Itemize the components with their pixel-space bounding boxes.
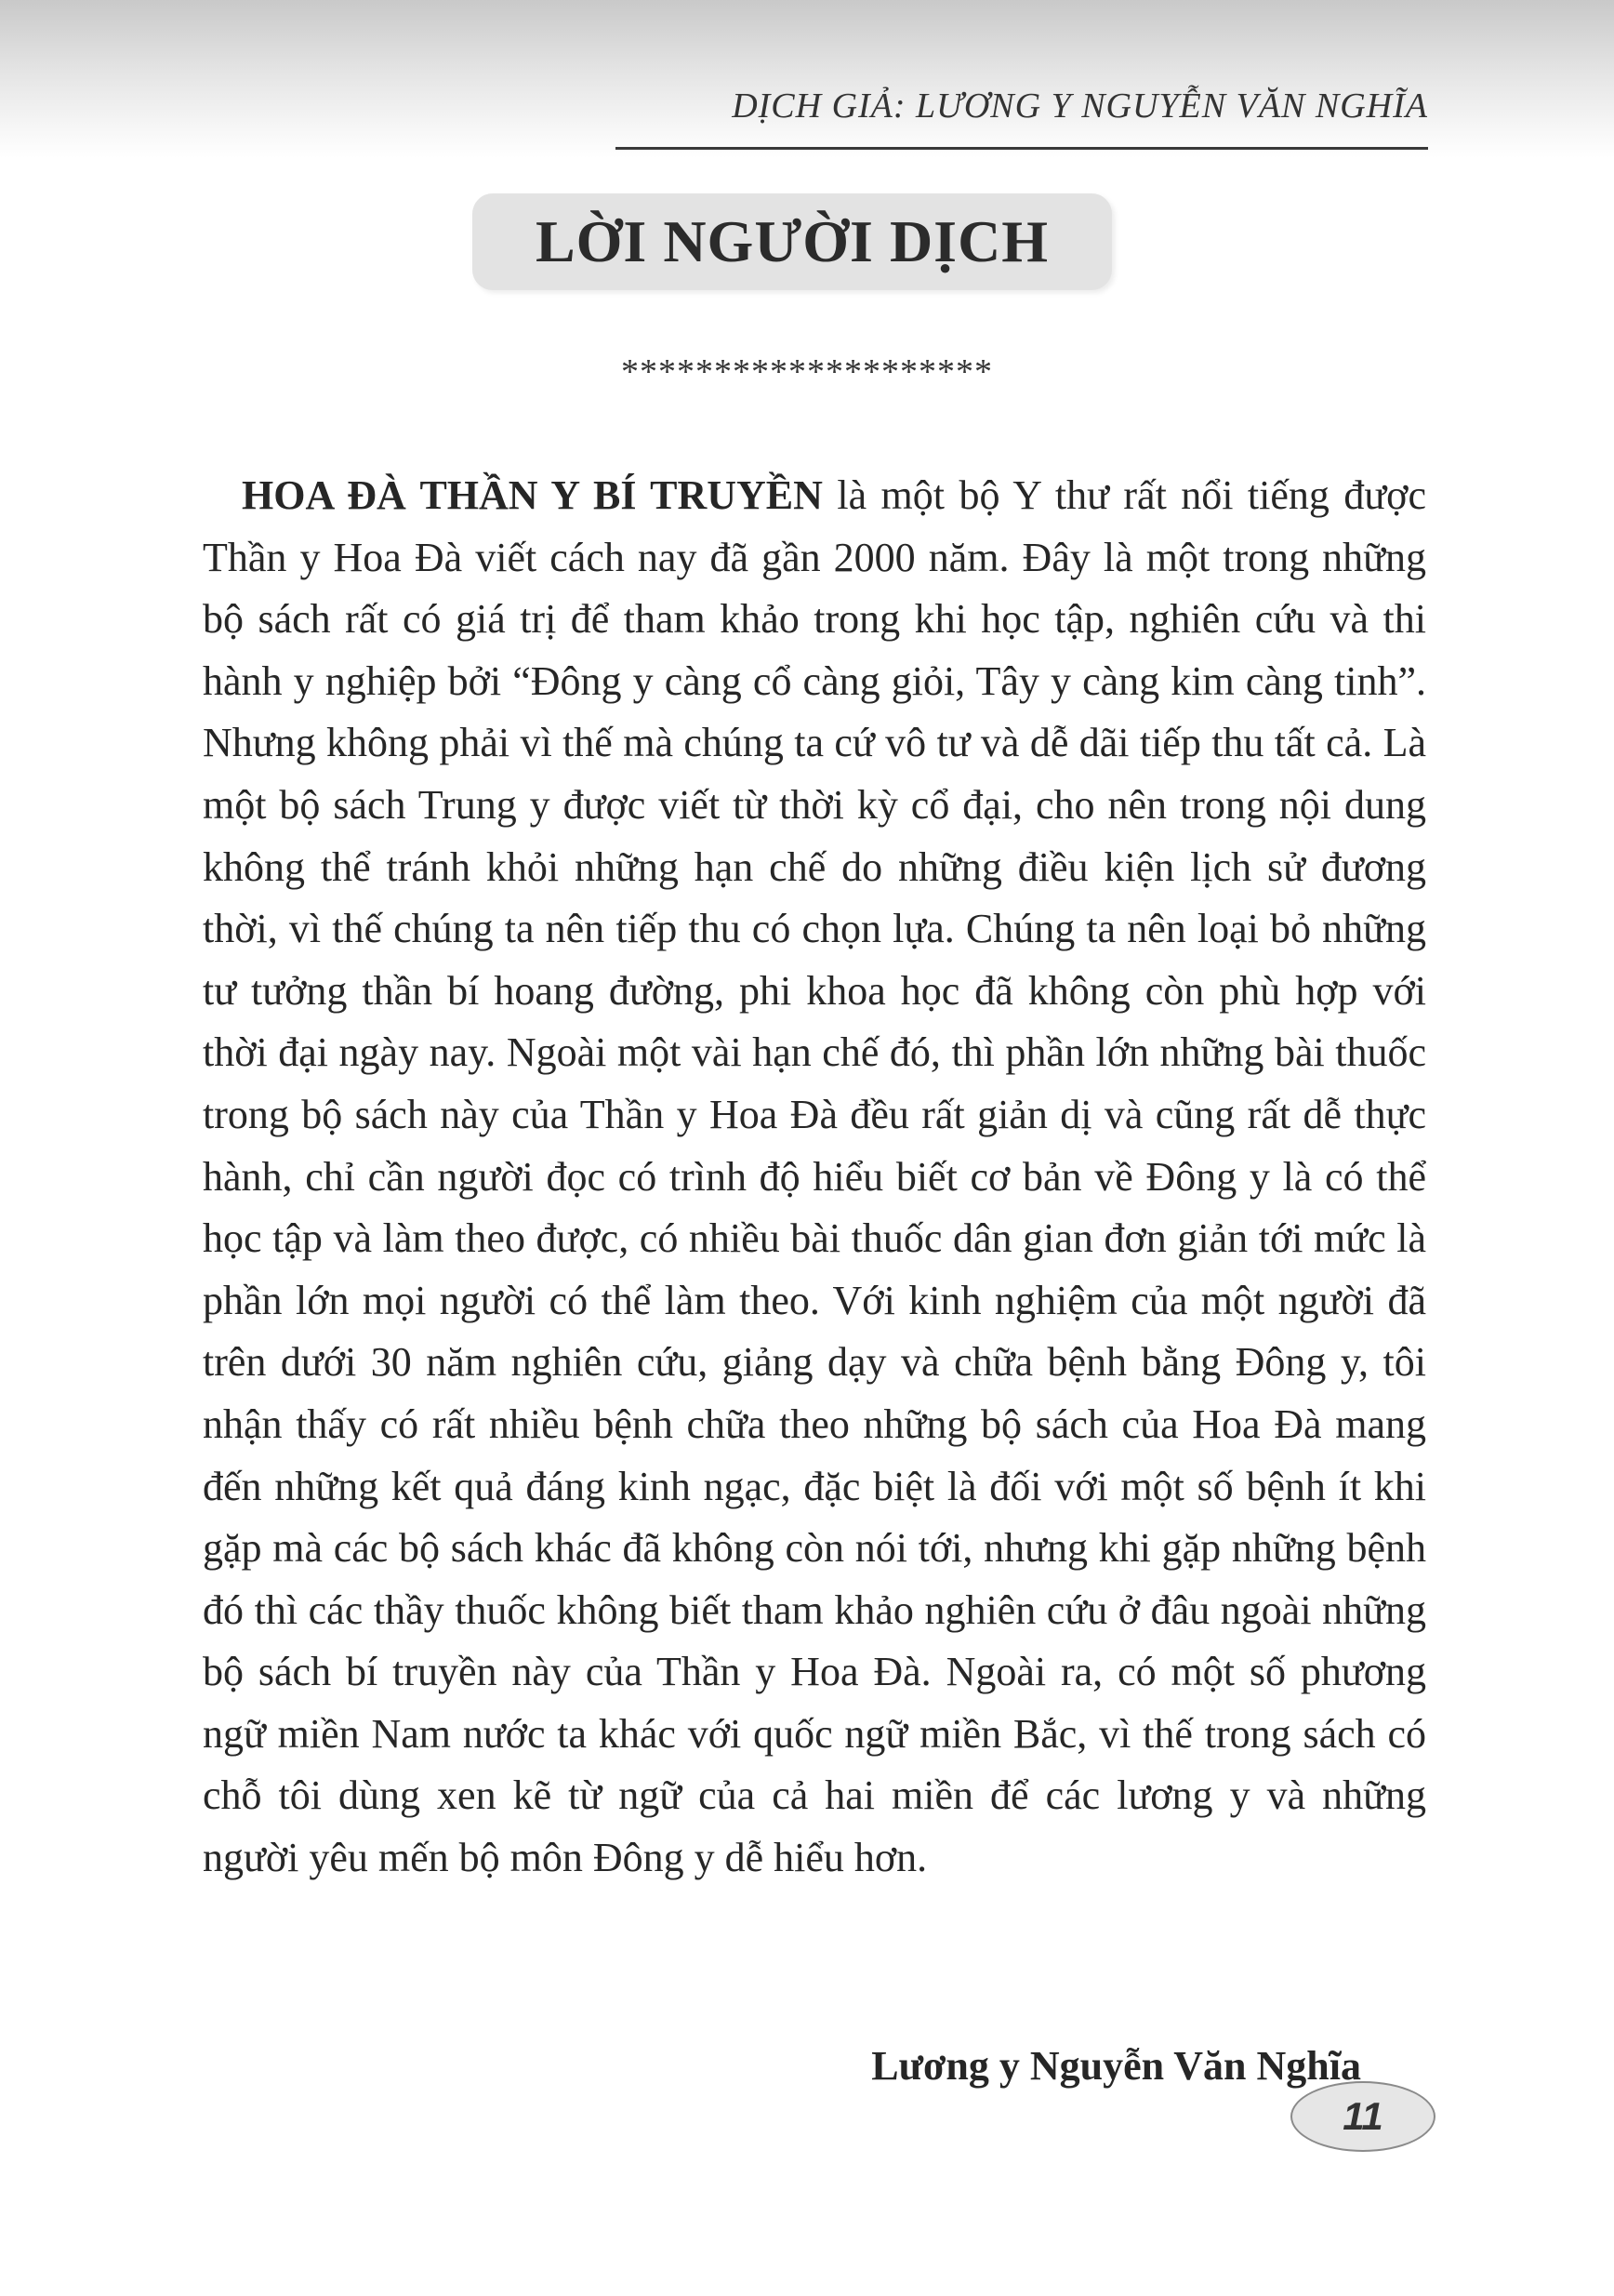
body-paragraph (203, 465, 1426, 1890)
running-header-title: DỊCH GIẢ: LƯƠNG Y NGUYỄN VĂN NGHĨA (732, 86, 1428, 126)
header-rule (615, 147, 1428, 150)
section-title-box (472, 193, 1112, 290)
star-separator: ******************** (621, 352, 993, 392)
page-number: 11 (1343, 2094, 1383, 2138)
book-title-bold: HOA ĐÀ THẦN Y BÍ TRUYỀN (242, 472, 823, 518)
translator-signature: Lương y Nguyễn Văn Nghĩa (871, 2043, 1361, 2089)
section-title: LỜI NGƯỜI DỊCH (535, 208, 1050, 274)
page-number-badge (1290, 2081, 1435, 2152)
body-paragraph-text: là một bộ Y thư rất nổi tiếng được Thần y Hoa Đà viết cách nay đã gần 2000 năm. Đây là một trong những bộ sách rất có giá trị để tham khảo trong khi học tập, nghiên cứu và thi hành y nghiệp bởi “Đông y càng cổ càng giỏi, Tây y càng kim càng tinh”. Nhưng không phải vì thế mà chúng ta cứ vô tư và dễ dãi tiếp thu tất cả. Là một bộ sách Trung y được viết từ thời kỳ cổ đại, cho nên trong nội dung không thể tránh khỏi những hạn chế do những điều kiện lịch sử đương thời, vì thế chúng ta nên tiếp thu có chọn lựa. Chúng ta nên loại bỏ những tư tưởng thần bí hoang đường, phi khoa học đã không còn phù hợp với thời đại ngày nay. Ngoài một vài hạn chế đó, thì phần lớn những bài thuốc trong bộ sách này của Thần y Hoa Đà đều rất giản dị và cũng rất dễ thực hành, chỉ cần người đọc có trình độ hiểu biết cơ bản về Đông y là có thể học tập và làm theo được, có nhiều bài thuốc dân gian đơn giản tới mức là phần lớn mọi người có thể làm theo. Với kinh nghiệm của một người đã trên dưới 30 năm nghiên cứu, giảng dạy và chữa bệnh bằng Đông y, tôi nhận thấy có rất nhiều bệnh chữa theo những bộ sách của Hoa Đà mang đến những kết quả đáng kinh ngạc, đặc biệt là đối với một số bệnh ít khi gặp mà các bộ sách khác đã không còn nói tới, nhưng khi gặp những bệnh đó thì các thầy thuốc không biết tham khảo nghiên cứu ở đâu ngoài những bộ sách bí truyền này của Thần y Hoa Đà. Ngoài ra, có một số phương ngữ miền Nam nước ta khác với quốc ngữ miền Bắc, vì thế trong sách có chỗ tôi dùng xen kẽ từ ngữ của cả hai miền để các lương y và những người yêu mến bộ môn Đông y dễ hiểu hơn. (203, 472, 1426, 1881)
header-band (0, 0, 1614, 158)
